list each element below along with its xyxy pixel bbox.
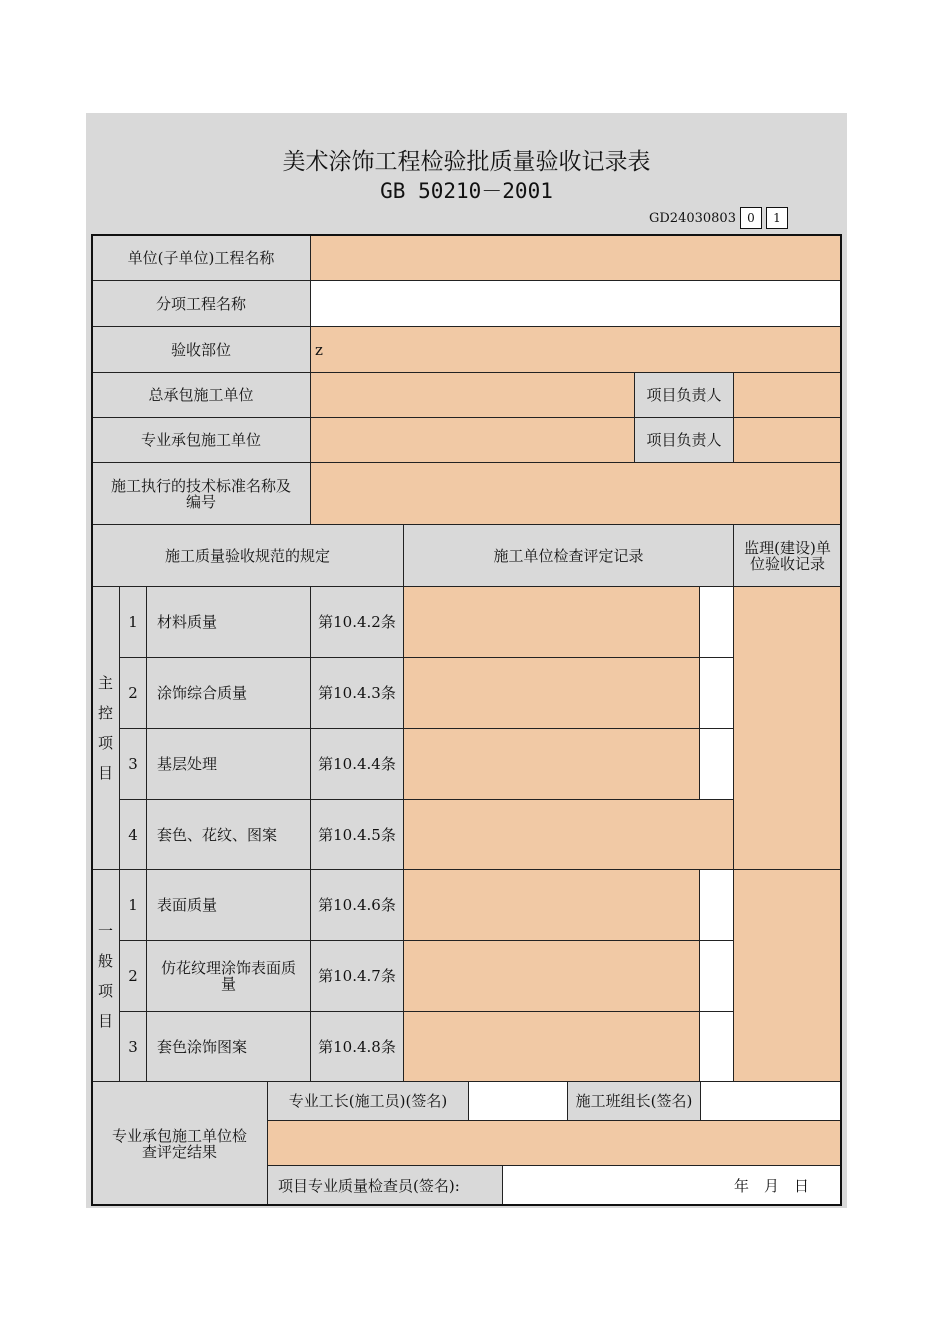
main-item-record[interactable] <box>403 657 700 729</box>
main-control-char: 项 <box>97 734 113 752</box>
sub-project-name-label: 分项工程名称 <box>91 280 311 327</box>
general-char: 项 <box>97 981 113 1000</box>
inspector-date[interactable]: 年 月 日 <box>502 1165 842 1206</box>
general-item-record[interactable] <box>403 940 700 1012</box>
main-item-record-extra[interactable] <box>699 728 734 800</box>
general-label <box>91 869 120 1082</box>
general-item-record-extra[interactable] <box>699 869 734 941</box>
general-supervision-record[interactable] <box>733 869 842 1082</box>
unit-project-name-field[interactable] <box>310 234 842 281</box>
general-item-record[interactable] <box>403 869 700 941</box>
result-label: 专业承包施工单位检查评定结果 <box>91 1081 268 1206</box>
team-leader-signature-field[interactable] <box>700 1081 842 1121</box>
unit-project-name-label: 单位(子单位)工程名称 <box>91 234 311 281</box>
tech-standard-field[interactable] <box>310 462 842 525</box>
general-char: 般 <box>97 951 113 970</box>
specialty-contractor-label: 专业承包施工单位 <box>91 417 311 463</box>
sub-project-name-field[interactable] <box>310 280 842 327</box>
main-item-record[interactable] <box>403 728 700 800</box>
form-title: 美术涂饰工程检验批质量验收记录表 <box>282 149 651 175</box>
main-item-record[interactable] <box>403 586 700 658</box>
main-control-char: 目 <box>97 764 113 782</box>
form-code <box>649 207 788 229</box>
main-supervision-record[interactable] <box>733 586 842 870</box>
main-control-char: 控 <box>97 704 113 722</box>
supervision-column-header: 监理(建设)单位验收记录 <box>733 524 842 587</box>
main-item-name: 涂饰综合质量 <box>146 657 311 729</box>
project-manager-label-2: 项目负责人 <box>634 417 734 463</box>
general-item-record-extra[interactable] <box>699 940 734 1012</box>
general-item-no: 2 <box>119 940 147 1012</box>
project-manager-field-1[interactable] <box>733 372 842 418</box>
general-item-no: 3 <box>119 1011 147 1082</box>
main-item-clause: 第10.4.2条 <box>310 586 404 658</box>
general-item-clause: 第10.4.6条 <box>310 869 404 941</box>
spec-column-header: 施工质量验收规范的规定 <box>91 524 404 587</box>
main-item-record[interactable] <box>403 799 734 870</box>
general-char: 一 <box>97 921 113 940</box>
general-item-name: 表面质量 <box>146 869 311 941</box>
code-box-2[interactable]: 1 <box>766 207 788 229</box>
main-item-name: 材料质量 <box>146 586 311 658</box>
main-item-name: 套色、花纹、图案 <box>146 799 311 870</box>
general-item-clause: 第10.4.7条 <box>310 940 404 1012</box>
project-manager-label-1: 项目负责人 <box>634 372 734 418</box>
general-item-record[interactable] <box>403 1011 700 1082</box>
foreman-signature-field[interactable] <box>468 1081 568 1121</box>
general-item-clause: 第10.4.8条 <box>310 1011 404 1082</box>
main-item-name: 基层处理 <box>146 728 311 800</box>
team-leader-label: 施工班组长(签名) <box>567 1081 701 1121</box>
acceptance-part-label: 验收部位 <box>91 326 311 373</box>
general-item-name: 仿花纹理涂饰表面质量 <box>146 940 311 1012</box>
specialty-contractor-field[interactable] <box>310 417 635 463</box>
code-box-1[interactable]: 0 <box>740 207 762 229</box>
inspector-label: 项目专业质量检查员(签名): <box>267 1165 503 1206</box>
standard-code: GB 50210－2001 <box>380 179 553 203</box>
form-code-text: GD24030803 <box>649 210 736 226</box>
general-item-no: 1 <box>119 869 147 941</box>
result-field[interactable] <box>267 1120 842 1166</box>
main-control-char: 主 <box>97 674 113 692</box>
project-manager-field-2[interactable] <box>733 417 842 463</box>
main-item-no: 4 <box>119 799 147 870</box>
tech-standard-label: 施工执行的技术标准名称及编号 <box>91 462 311 525</box>
main-item-no: 3 <box>119 728 147 800</box>
record-column-header: 施工单位检查评定记录 <box>403 524 734 587</box>
general-char: 目 <box>97 1011 113 1030</box>
general-item-record-extra[interactable] <box>699 1011 734 1082</box>
general-contractor-label: 总承包施工单位 <box>91 372 311 418</box>
main-item-clause: 第10.4.3条 <box>310 657 404 729</box>
main-item-no: 2 <box>119 657 147 729</box>
general-contractor-field[interactable] <box>310 372 635 418</box>
foreman-label: 专业工长(施工员)(签名) <box>267 1081 469 1121</box>
main-control-label <box>91 586 120 870</box>
general-item-name: 套色涂饰图案 <box>146 1011 311 1082</box>
acceptance-part-field[interactable]: z <box>310 326 842 373</box>
main-item-record-extra[interactable] <box>699 657 734 729</box>
main-item-clause: 第10.4.5条 <box>310 799 404 870</box>
main-item-clause: 第10.4.4条 <box>310 728 404 800</box>
main-item-no: 1 <box>119 586 147 658</box>
main-item-record-extra[interactable] <box>699 586 734 658</box>
